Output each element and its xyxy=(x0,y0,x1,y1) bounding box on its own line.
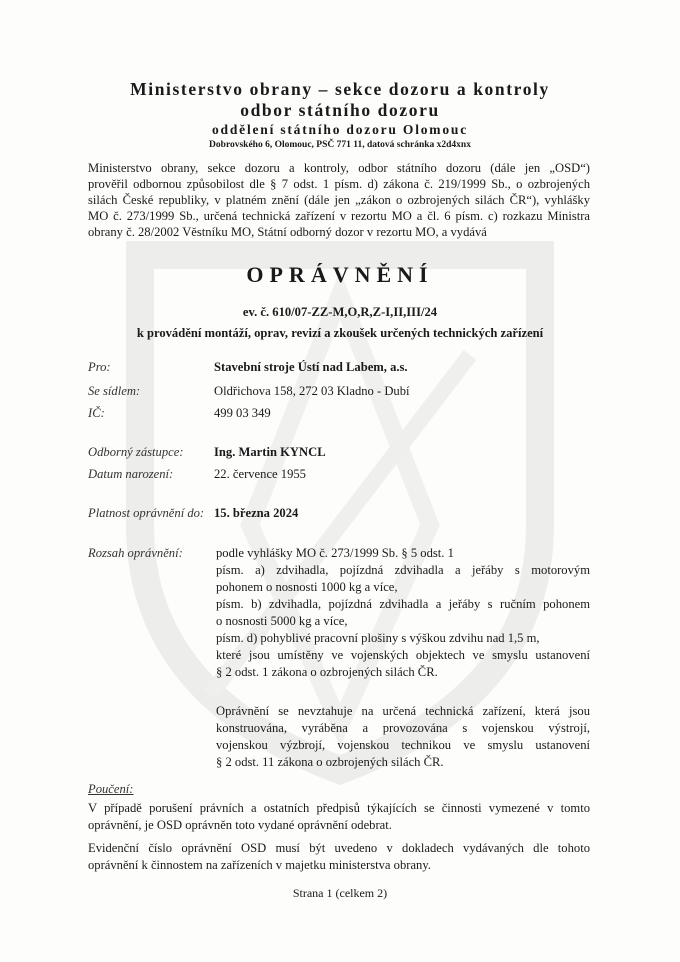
scope-line: podle vyhlášky MO č. 273/1999 Sb. § 5 odst. 1 xyxy=(216,546,454,560)
scope-line: o nosnosti 5000 kg a více, xyxy=(216,614,348,628)
page-footer: Strana 1 (celkem 2) xyxy=(292,886,388,900)
document-subtitle: k provádění montáží, oprav, revizí a zkoušek určených technických zařízení xyxy=(136,326,544,340)
platnost-value: 15. března 2024 xyxy=(214,506,299,520)
zastupce-value: Ing. Martin KYNCL xyxy=(214,445,326,459)
scope-line: § 2 odst. 1 zákona o ozbrojených silách ČR. xyxy=(216,665,438,679)
header-office: oddělení státního dozoru Olomouc xyxy=(212,122,468,137)
scope-line: které jsou umístěny ve vojenských objektech ve smyslu ustanovení xyxy=(216,648,590,662)
platnost-label: Platnost oprávnění do: xyxy=(88,506,205,520)
header-address: Dobrovského 6, Olomouc, PSČ 771 11, datová schránka x2d4xnx xyxy=(209,140,471,150)
pro-label: Pro: xyxy=(88,360,111,374)
ic-label: IČ: xyxy=(88,406,105,420)
sidlo-label: Se sídlem: xyxy=(88,384,141,398)
intro-line: obrany č. 28/2002 Věstníku MO, Státní odborný dozor v rezortu MO, a vydává xyxy=(88,225,487,239)
rozsah-label: Rozsah oprávnění: xyxy=(88,546,183,560)
scope-note-line: konstruována, vyráběna a provozována s vojenskou výstrojí, xyxy=(216,721,590,735)
sidlo-value: Oldřichova 158, 272 03 Kladno - Dubí xyxy=(214,384,410,398)
pro-value: Stavební stroje Ústí nad Labem, a.s. xyxy=(214,360,408,374)
scope-line: písm. d) pohyblivé pracovní plošiny s výškou zdvihu nad 1,5 m, xyxy=(216,631,540,645)
pouceni-line: oprávnění, je OSD oprávněn toto vydané oprávnění odebrat. xyxy=(88,818,392,832)
scope-line: pohonem o nosnosti 1000 kg a více, xyxy=(216,580,398,594)
pouceni-line: oprávnění k činnostem na zařízeních v majetku ministerstva obrany. xyxy=(88,858,431,872)
intro-line: prověřil odbornou způsobilost dle § 7 odst. 1 písm. d) zákona č. 219/1999 Sb., o ozbrojených xyxy=(88,177,590,191)
ic-value: 499 03 349 xyxy=(214,406,271,420)
intro-line: silách České republiky, v platném znění (dále jen „zákon o ozbrojených silách ČR“), vyhlášky xyxy=(88,193,590,207)
scope-note-line: vojenskou výzbrojí, vojenskou technikou ve smyslu ustanovení xyxy=(216,738,590,752)
narozeni-value: 22. července 1955 xyxy=(214,467,306,481)
header-ministry: Ministerstvo obrany – sekce dozoru a kontroly xyxy=(130,79,550,99)
pouceni-line: V případě porušení právních a ostatních předpisů týkajících se činnosti vymezené v tomto xyxy=(88,801,590,815)
intro-line: MO č. 273/1999 Sb., určená technická zařízení v rezortu MO a čl. 6 písm. c) rozkazu Ministra xyxy=(88,209,590,223)
scope-note-line: § 2 odst. 11 zákona o ozbrojených silách ČR. xyxy=(216,755,444,769)
scope-note-line: Oprávnění se nevztahuje na určená technická zařízení, která jsou xyxy=(216,704,590,718)
registration-number: ev. č. 610/07-ZZ-M,O,R,Z-I,II,III/24 xyxy=(242,305,438,319)
document-title: OPRÁVNĚNÍ xyxy=(246,262,434,287)
pouceni-line: Evidenční číslo oprávnění OSD musí být uvedeno v dokladech vydávaných dle tohoto xyxy=(88,841,590,855)
scope-line: písm. a) zdvihadla, pojízdná zdvihadla a jeřáby s motorovým xyxy=(216,563,590,577)
header-department: odbor státního dozoru xyxy=(240,100,440,120)
zastupce-label: Odborný zástupce: xyxy=(88,445,184,459)
intro-line: Ministerstvo obrany, sekce dozoru a kontroly, odbor státního dozoru (dále jen „OSD“) xyxy=(88,161,590,175)
scope-line: písm. b) zdvihadla, pojízdná zdvihadla a jeřáby s ručním pohonem xyxy=(216,597,590,611)
narozeni-label: Datum narození: xyxy=(88,467,174,481)
pouceni-label: Poučení: xyxy=(88,782,134,796)
